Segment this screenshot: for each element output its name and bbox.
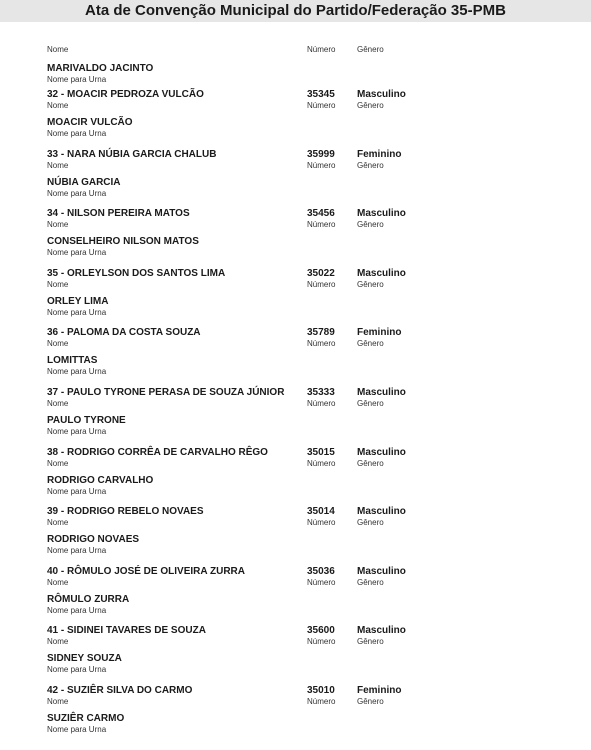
urna-name-value: SUZIÊR CARMO — [47, 712, 125, 724]
nome-label: Nome — [47, 458, 69, 468]
nome-label: Nome — [47, 45, 69, 54]
candidate-number: 35010 — [307, 684, 335, 696]
urna-name-value: ORLEY LIMA — [47, 295, 109, 307]
candidate-gender: Masculino — [357, 565, 406, 577]
candidate-gender: Masculino — [357, 506, 406, 518]
numero-label: Número — [307, 518, 336, 528]
genero-label: Gênero — [357, 637, 384, 647]
genero-label: Gênero — [357, 518, 384, 528]
urna-name-value: MARIVALDO JACINTO — [47, 63, 154, 74]
nome-label: Nome — [47, 160, 69, 170]
candidate-gender: Masculino — [357, 446, 406, 458]
candidate-name: 36 - PALOMA DA COSTA SOUZA — [47, 327, 201, 339]
numero-label: Número — [307, 637, 336, 647]
urna-name-label: Nome para Urna — [47, 724, 107, 734]
urna-name-label: Nome para Urna — [47, 248, 107, 258]
candidate-gender: Feminino — [357, 684, 402, 696]
urna-name-value: PAULO TYRONE — [47, 414, 126, 426]
urna-name-label: Nome para Urna — [47, 307, 107, 317]
list-item — [47, 88, 567, 148]
candidate-number: 35022 — [307, 267, 335, 279]
genero-label: Gênero — [357, 458, 384, 468]
candidate-name: 41 - SIDINEI TAVARES DE SOUZA — [47, 625, 206, 637]
urna-name-label: Nome para Urna — [47, 129, 107, 138]
urna-name-label: Nome para Urna — [47, 75, 107, 84]
candidate-number: 35600 — [307, 625, 335, 637]
list-item — [47, 684, 567, 744]
genero-label: Gênero — [357, 398, 384, 408]
urna-name-label: Nome para Urna — [47, 546, 107, 556]
genero-label: Gênero — [357, 577, 384, 587]
candidate-list — [47, 40, 567, 744]
genero-label: Gênero — [357, 339, 384, 349]
nome-label: Nome — [47, 637, 69, 647]
page-title: Ata de Convenção Municipal do Partido/Federação 35-PMB — [0, 0, 591, 22]
candidate-gender: Feminino — [357, 327, 402, 339]
urna-name-label: Nome para Urna — [47, 605, 107, 615]
list-item — [47, 386, 567, 446]
candidate-number: 35333 — [307, 386, 335, 398]
genero-label: Gênero — [357, 279, 384, 289]
candidate-gender: Masculino — [357, 208, 406, 220]
urna-name-label: Nome para Urna — [47, 367, 107, 377]
nome-label: Nome — [47, 220, 69, 230]
urna-name-label: Nome para Urna — [47, 665, 107, 675]
genero-label: Gênero — [357, 160, 384, 170]
list-item — [47, 446, 567, 506]
candidate-gender: Masculino — [357, 386, 406, 398]
urna-name-value: NÚBIA GARCIA — [47, 176, 121, 188]
candidate-gender: Feminino — [357, 148, 402, 160]
candidate-name: 37 - PAULO TYRONE PERASA DE SOUZA JÚNIOR — [47, 386, 285, 398]
urna-name-label: Nome para Urna — [47, 486, 107, 496]
urna-name-value: RODRIGO CARVALHO — [47, 474, 154, 486]
nome-label: Nome — [47, 279, 69, 289]
genero-label: Gênero — [357, 101, 384, 110]
candidate-number: 35789 — [307, 327, 335, 339]
list-item — [47, 326, 567, 386]
list-item-previous — [47, 40, 567, 88]
numero-label: Número — [307, 220, 336, 230]
numero-label: Número — [307, 101, 336, 110]
nome-label: Nome — [47, 518, 69, 528]
candidate-entries — [47, 88, 567, 744]
nome-label: Nome — [47, 398, 69, 408]
urna-name-value: SIDNEY SOUZA — [47, 653, 122, 665]
candidate-name: 39 - RODRIGO REBELO NOVAES — [47, 506, 204, 518]
genero-label: Gênero — [357, 220, 384, 230]
numero-label: Número — [307, 160, 336, 170]
nome-label: Nome — [47, 101, 69, 110]
list-item — [47, 624, 567, 684]
urna-name-value: MOACIR VULCÃO — [47, 117, 133, 128]
numero-label: Número — [307, 577, 336, 587]
candidate-number: 35014 — [307, 506, 335, 518]
nome-label: Nome — [47, 339, 69, 349]
urna-name-value: CONSELHEIRO NILSON MATOS — [47, 236, 199, 248]
numero-label: Número — [307, 696, 336, 706]
nome-label: Nome — [47, 696, 69, 706]
list-item — [47, 565, 567, 625]
urna-name-label: Nome para Urna — [47, 188, 107, 198]
list-item — [47, 267, 567, 327]
genero-label: Gênero — [357, 696, 384, 706]
numero-label: Número — [307, 279, 336, 289]
numero-label: Número — [307, 398, 336, 408]
list-item — [47, 148, 567, 208]
candidate-number: 35015 — [307, 446, 335, 458]
list-item — [47, 505, 567, 565]
numero-label: Número — [307, 339, 336, 349]
numero-label: Número — [307, 458, 336, 468]
candidate-name: 35 - ORLEYLSON DOS SANTOS LIMA — [47, 267, 226, 279]
candidate-name: 33 - NARA NÚBIA GARCIA CHALUB — [47, 148, 217, 160]
candidate-name: 40 - RÔMULO JOSÉ DE OLIVEIRA ZURRA — [47, 565, 245, 577]
list-item — [47, 207, 567, 267]
candidate-name: 38 - RODRIGO CORRÊA DE CARVALHO RÊGO — [47, 446, 268, 458]
candidate-gender: Masculino — [357, 89, 406, 100]
urna-name-label: Nome para Urna — [47, 426, 107, 436]
candidate-name: 42 - SUZIÊR SILVA DO CARMO — [47, 684, 193, 696]
nome-label: Nome — [47, 577, 69, 587]
genero-label: Gênero — [357, 45, 384, 54]
candidate-name: 34 - NILSON PEREIRA MATOS — [47, 208, 190, 220]
candidate-gender: Masculino — [357, 625, 406, 637]
candidate-gender: Masculino — [357, 267, 406, 279]
urna-name-value: RODRIGO NOVAES — [47, 534, 140, 546]
urna-name-value: LOMITTAS — [47, 355, 98, 367]
numero-label: Número — [307, 45, 336, 54]
candidate-number: 35456 — [307, 208, 335, 220]
urna-name-value: RÔMULO ZURRA — [47, 593, 130, 605]
candidate-number: 35999 — [307, 148, 335, 160]
candidate-name: 32 - MOACIR PEDROZA VULCÃO — [47, 89, 204, 100]
candidate-number: 35036 — [307, 565, 335, 577]
candidate-number: 35345 — [307, 89, 335, 100]
